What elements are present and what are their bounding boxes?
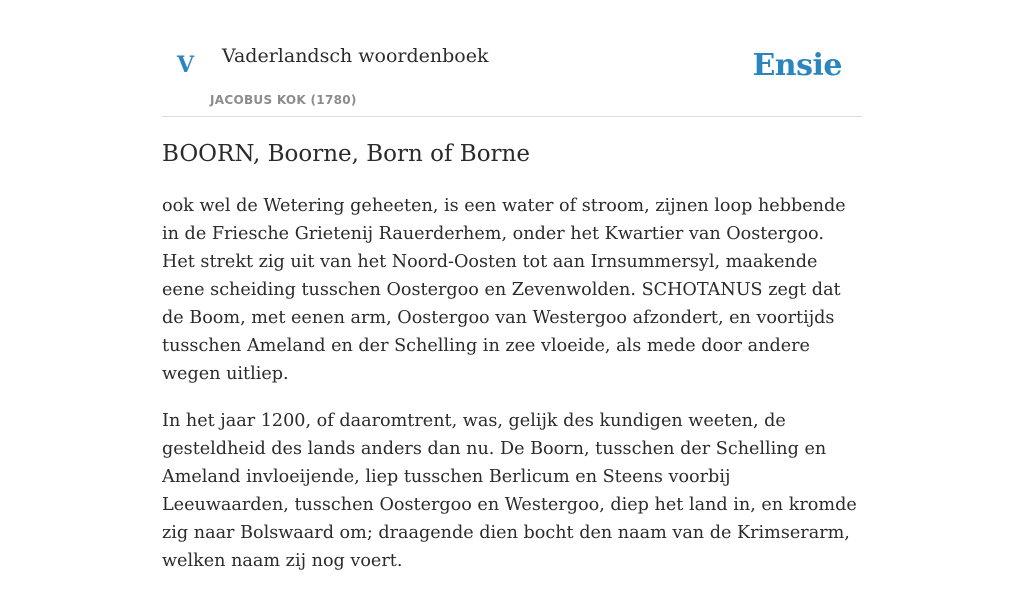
book-title[interactable]: Vaderlandsch woordenboek: [222, 45, 489, 67]
site-header: [162, 0, 862, 117]
index-letter[interactable]: V: [177, 52, 195, 78]
entry-paragraph: In het jaar 1200, of daaromtrent, was, gelijk des kundigen weeten, de gesteldheid des lands anders dan nu. De Boorn, tusschen der Schelling en Ameland invloeijende, liep tusschen Berlicum en Steens voorbij Leeuwaarden, tusschen Oostergoo en Westergoo, diep het land in, en kromde zig naar Bolswaard om; draagende dien bocht den naam van de Krimserarm, welken naam zij nog voert.: [162, 411, 857, 571]
entry-content: [162, 136, 862, 594]
entry-title: BOORN, Boorne, Born of Borne: [162, 141, 530, 167]
entry-paragraph: ook wel de Wetering geheeten, is een water of stroom, zijnen loop hebbende in de Friesche Grietenij Rauerderhem, onder het Kwartier van Oostergoo. Het strekt zig uit van het Noord-Oosten tot aan Irnsummersyl, maakende eene scheiding tusschen Oostergoo en Zevenwolden. SCHOTANUS zegt dat de Boom, met eenen arm, Oostergoo van Westergoo afzondert, en voortijds tusschen Ameland en der Schelling in zee vloeide, als mede door andere wegen uitliep.: [162, 196, 846, 384]
book-author: JACOBUS KOK (1780): [210, 93, 357, 107]
ensie-logo-link[interactable]: Ensie: [752, 48, 842, 83]
